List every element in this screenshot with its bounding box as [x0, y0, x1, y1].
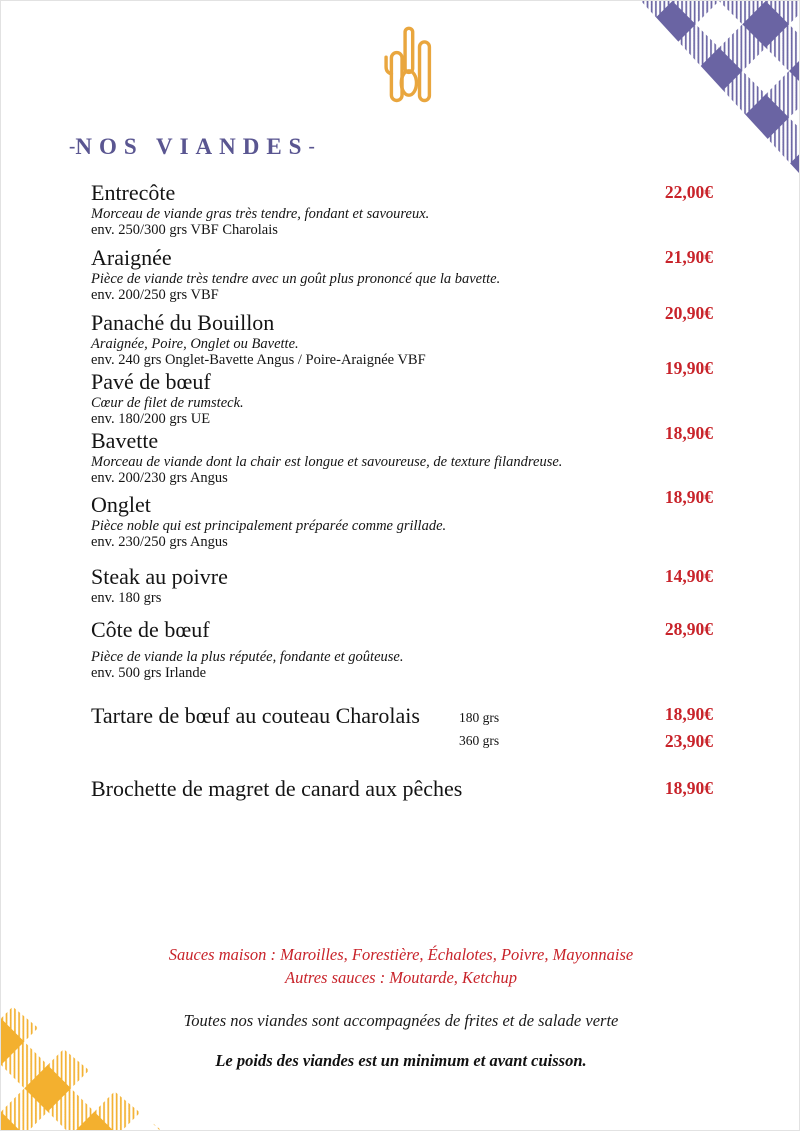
menu-item-description: Pièce de viande la plus réputée, fondante et goûteuse. [91, 649, 404, 665]
menu-item-description: Pièce noble qui est principalement préparée comme grillade. [91, 518, 447, 534]
menu-item-name: Pavé de bœuf [91, 369, 211, 394]
title-dash-right: - [308, 136, 315, 158]
menu-item-bavette [91, 423, 713, 487]
menu-item-cote-de-boeuf [91, 617, 713, 682]
menu-item-entrecote [91, 180, 713, 239]
menu-item-weight-info: env. 200/250 grs VBF [91, 287, 219, 303]
menu-item-price: 28,90€ [664, 619, 713, 639]
menu-item-weight-info: env. 240 grs Onglet-Bavette Angus / Poire-Araignée VBF [91, 352, 426, 368]
tartare-variant-360 [91, 730, 713, 754]
sides-note: Toutes nos viandes sont accompagnées de frites et de salade verte [183, 1011, 619, 1030]
menu-item-price: 21,90€ [664, 247, 713, 267]
autres-sauces-line: Autres sauces : Moutarde, Ketchup [284, 968, 518, 987]
menu-item-description: Morceau de viande dont la chair est longue et savoureuse, de texture filandreuse. [91, 454, 563, 470]
menu-item-price: 18,90€ [664, 704, 713, 724]
menu-item-description: Cœur de filet de rumsteck. [91, 395, 244, 411]
menu-item-price: 18,90€ [664, 487, 713, 507]
menu-item-name: Panaché du Bouillon [91, 310, 275, 335]
title-dash-left: - [69, 136, 76, 158]
page-title-text: NOS VIANDES [75, 134, 309, 160]
menu-item-price: 22,00€ [664, 182, 713, 202]
menu-item-name: Bavette [91, 428, 159, 453]
variant-weight: 360 grs [459, 733, 500, 748]
cutlery-logo-icon [361, 7, 437, 121]
menu-item-name: Steak au poivre [91, 564, 228, 589]
menu-item-price: 14,90€ [664, 566, 713, 586]
variant-weight: 180 grs [459, 710, 500, 725]
tartare-variant-180 [91, 703, 713, 729]
menu-item-price: 23,90€ [664, 731, 713, 751]
menu-list [91, 180, 713, 802]
menu-item-weight-info: env. 250/300 grs VBF Charolais [91, 222, 278, 238]
menu-item-name: Entrecôte [91, 180, 176, 205]
page-title [69, 134, 315, 160]
menu-item-price: 18,90€ [664, 423, 713, 443]
menu-item-description: Pièce de viande très tendre avec un goût plus prononcé que la bavette. [91, 271, 501, 287]
menu-item-weight-info: env. 200/230 grs Angus [91, 470, 228, 486]
menu-item-description: Araignée, Poire, Onglet ou Bavette. [91, 336, 299, 352]
menu-item-name: Onglet [91, 492, 151, 517]
menu-item-name: Tartare de bœuf au couteau Charolais [91, 703, 420, 728]
menu-item-price: 20,90€ [664, 303, 713, 323]
menu-item-name: Brochette de magret de canard aux pêches [91, 776, 463, 801]
menu-item-weight-info: env. 230/250 grs Angus [91, 534, 228, 550]
menu-item-weight-info: env. 180/200 grs UE [91, 411, 211, 427]
menu-item-steak-au-poivre [91, 564, 713, 607]
menu-item-tartare [91, 703, 713, 754]
menu-item-price: 18,90€ [664, 778, 713, 798]
menu-item-araignee [91, 245, 713, 304]
menu-item-name: Côte de bœuf [91, 617, 210, 642]
sauces-maison-line: Sauces maison : Maroilles, Forestière, Échalotes, Poivre, Mayonnaise [168, 945, 634, 964]
menu-item-weight-info: env. 500 grs Irlande [91, 665, 207, 681]
menu-item-weight-info: env. 180 grs [91, 590, 162, 606]
weight-note: Le poids des viandes est un minimum et avant cuisson. [215, 1051, 587, 1070]
menu-item-price: 19,90€ [664, 358, 713, 378]
menu-item-description: Morceau de viande gras très tendre, fondant et savoureux. [91, 206, 430, 222]
menu-item-name: Araignée [91, 245, 172, 270]
footer [1, 943, 800, 1071]
menu-item-panache-du-bouillon [91, 303, 713, 369]
menu-item-brochette [91, 776, 713, 802]
menu-item-onglet [91, 487, 713, 551]
